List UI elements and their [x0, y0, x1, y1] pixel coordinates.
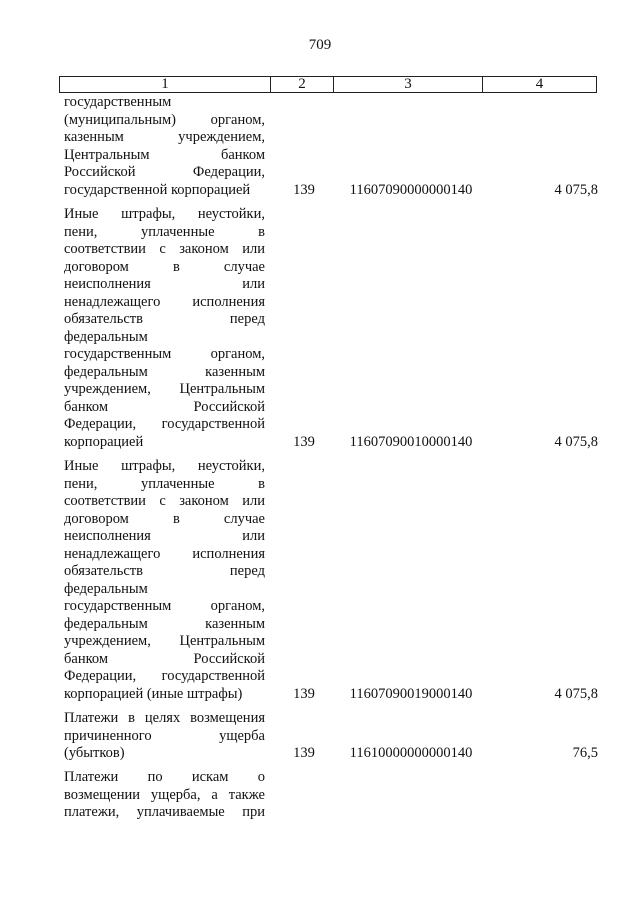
description-line: учреждением, Центральным: [64, 381, 265, 397]
description-line: (убытков): [64, 745, 125, 761]
description-line: Федерации, государственной: [64, 668, 265, 684]
description-line: неисполнения или: [64, 276, 265, 292]
header-col-2: 2: [271, 77, 334, 92]
amount: 76,5: [572, 745, 598, 761]
row-description: [64, 458, 265, 703]
amount: 4 075,8: [554, 685, 598, 702]
description-line: Центральным банком: [64, 146, 265, 163]
budget-code: 11610000000000140: [349, 745, 473, 761]
description-line: возмещении ущерба, а также: [64, 786, 265, 803]
budget-code: 11607090010000140: [349, 433, 473, 450]
description-line: Платежи в целях возмещения: [64, 710, 265, 726]
budget-code: 11607090000000140: [349, 181, 473, 198]
description-line: корпорацией (иные штрафы): [64, 685, 243, 702]
description-line: (муниципальным) органом,: [64, 111, 265, 128]
description-line: соответствии с законом или: [64, 493, 265, 509]
description-line: федеральным: [64, 580, 148, 597]
description-line: Иные штрафы, неустойки,: [64, 458, 265, 474]
description-line: корпорацией: [64, 433, 144, 450]
description-line: Российской Федерации,: [64, 164, 265, 180]
admin-code: 139: [293, 685, 315, 702]
description-line: пени, уплаченные в: [64, 475, 265, 492]
description-line: обязательств перед: [64, 563, 265, 579]
description-line: банком Российской: [64, 398, 265, 415]
description-line: договором в случае: [64, 510, 265, 527]
description-line: соответствии с законом или: [64, 241, 265, 257]
description-line: ненадлежащего исполнения: [64, 545, 265, 562]
description-line: пени, уплаченные в: [64, 223, 265, 240]
description-line: государственной корпорацией: [64, 181, 251, 198]
description-line: государственным: [64, 94, 172, 110]
description-line: государственным органом,: [64, 598, 265, 614]
description-line: банком Российской: [64, 650, 265, 667]
budget-code: 11607090019000140: [349, 685, 473, 702]
description-line: федеральным казенным: [64, 615, 265, 632]
description-line: учреждением, Центральным: [64, 633, 265, 649]
amount: 4 075,8: [554, 433, 598, 450]
header-col-3: 3: [334, 77, 483, 92]
page-number: 709: [308, 37, 332, 53]
header-col-4: 4: [535, 76, 544, 92]
admin-code: 139: [293, 433, 315, 450]
description-line: договором в случае: [64, 258, 265, 275]
admin-code: 139: [293, 745, 315, 761]
description-line: неисполнения или: [64, 528, 265, 544]
description-line: Федерации, государственной: [64, 416, 265, 432]
description-line: ненадлежащего исполнения: [64, 293, 265, 310]
description-line: федеральным: [64, 328, 148, 345]
description-line: платежи, уплачиваемые при: [64, 804, 265, 820]
row-description: [64, 769, 265, 822]
description-line: Иные штрафы, неустойки,: [64, 206, 265, 222]
description-line: казенным учреждением,: [64, 129, 265, 145]
amount: 4 075,8: [554, 181, 598, 198]
description-line: государственным органом,: [64, 346, 265, 362]
row-description: [64, 206, 265, 451]
description-line: обязательств перед: [64, 311, 265, 327]
description-line: федеральным казенным: [64, 363, 265, 380]
row-description: [64, 94, 265, 199]
row-description: [64, 710, 265, 763]
description-line: Платежи по искам о: [64, 769, 265, 785]
table-header: [59, 76, 597, 93]
admin-code: 139: [293, 181, 315, 198]
header-col-1: 1: [60, 77, 271, 92]
description-line: причиненного ущерба: [64, 727, 265, 744]
